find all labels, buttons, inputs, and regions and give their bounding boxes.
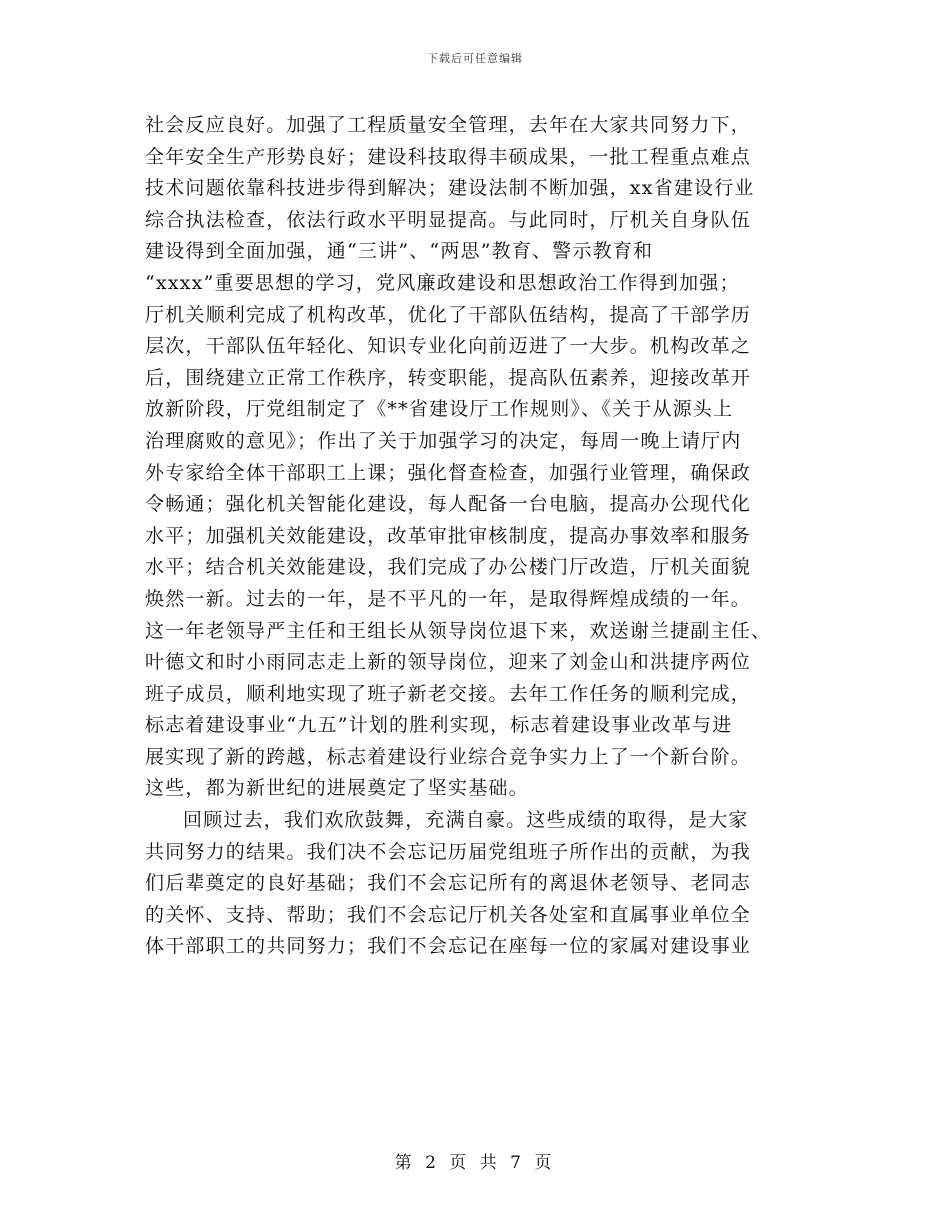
text-line: 建设得到全面加强，通“三讲”、“两思”教育、警示教育和 <box>145 240 654 263</box>
text-line: 水平；结合机关效能建设，我们完成了办公楼门厅改造，厅机关面貌 <box>145 556 752 579</box>
text-line: 层次，干部队伍年轻化、知识专业化向前迈进了一大步。机构改革之 <box>145 335 752 358</box>
text-line: 令畅通；强化机关智能化建设，每人配备一台电脑，提高办公现代化 <box>145 493 752 516</box>
paragraph-start-line: 回顾过去，我们欢欣鼓舞，充满自豪。这些成绩的取得，是大家 <box>183 809 749 832</box>
text-line: 综合执法检查，依法行政水平明显提高。与此同时，厅机关自身队伍 <box>145 208 752 231</box>
text-line: 外专家给全体干部职工上课；强化督查检查，加强行业管理，确保政 <box>145 461 752 484</box>
text-line: 标志着建设事业“九五”计划的胜利实现，标志着建设事业改革与进 <box>145 714 733 737</box>
text-line: 的关怀、支持、帮助；我们不会忘记厅机关各处室和直属事业单位全 <box>145 903 752 926</box>
page-footer: 第 2 页 共 7 页 <box>394 1153 556 1173</box>
text-line: 水平；加强机关效能建设，改革审批审核制度，提高办事效率和服务 <box>145 524 752 547</box>
text-line: 放新阶段，厅党组制定了《**省建设厅工作规则》、《关于从源头上 <box>145 398 734 421</box>
text-line: 这一年老领导严主任和王组长从领导岗位退下来，欢送谢兰捷副主任、 <box>145 619 772 642</box>
text-line: 全年安全生产形势良好；建设科技取得丰硕成果，一批工程重点难点 <box>145 145 752 168</box>
page-header: 下载后可任意编辑 <box>427 52 523 65</box>
text-line: 社会反应良好。加强了工程质量安全管理，去年在大家共同努力下， <box>145 114 752 136</box>
text-line: 这些，都为新世纪的进展奠定了坚实基础。 <box>145 777 529 800</box>
text-line: 厅机关顺利完成了机构改革，优化了干部队伍结构，提高了干部学历 <box>145 303 752 326</box>
text-line: “xxxx”重要思想的学习，党风廉政建设和思想政治工作得到加强； <box>145 271 740 294</box>
text-line: 治理腐败的意见》；作出了关于加强学习的决定，每周一晚上请厅内 <box>145 429 742 452</box>
text-line: 展实现了新的跨越，标志着建设行业综合竞争实力上了一个新台阶。 <box>145 745 752 768</box>
text-line: 共同努力的结果。我们决不会忘记历届党组班子所作出的贡献，为我 <box>145 840 752 863</box>
text-line: 后，围绕建立正常工作秩序，转变职能，提高队伍素养，迎接改革开 <box>145 366 752 389</box>
text-line: 叶德文和时小雨同志走上新的领导岗位，迎来了刘金山和洪捷序两位 <box>145 651 752 674</box>
text-line: 技术问题依靠科技进步得到解决；建设法制不断加强，xx省建设行业 <box>145 177 755 200</box>
document-body <box>145 110 810 963</box>
text-line: 们后辈奠定的良好基础；我们不会忘记所有的离退休老领导、老同志 <box>145 872 752 895</box>
text-line: 班子成员，顺利地实现了班子新老交接。去年工作任务的顺利完成， <box>145 682 752 705</box>
text-line: 体干部职工的共同努力；我们不会忘记在座每一位的家属对建设事业 <box>145 935 752 958</box>
text-line: 焕然一新。过去的一年，是不平凡的一年，是取得辉煌成绩的一年。 <box>145 587 752 610</box>
